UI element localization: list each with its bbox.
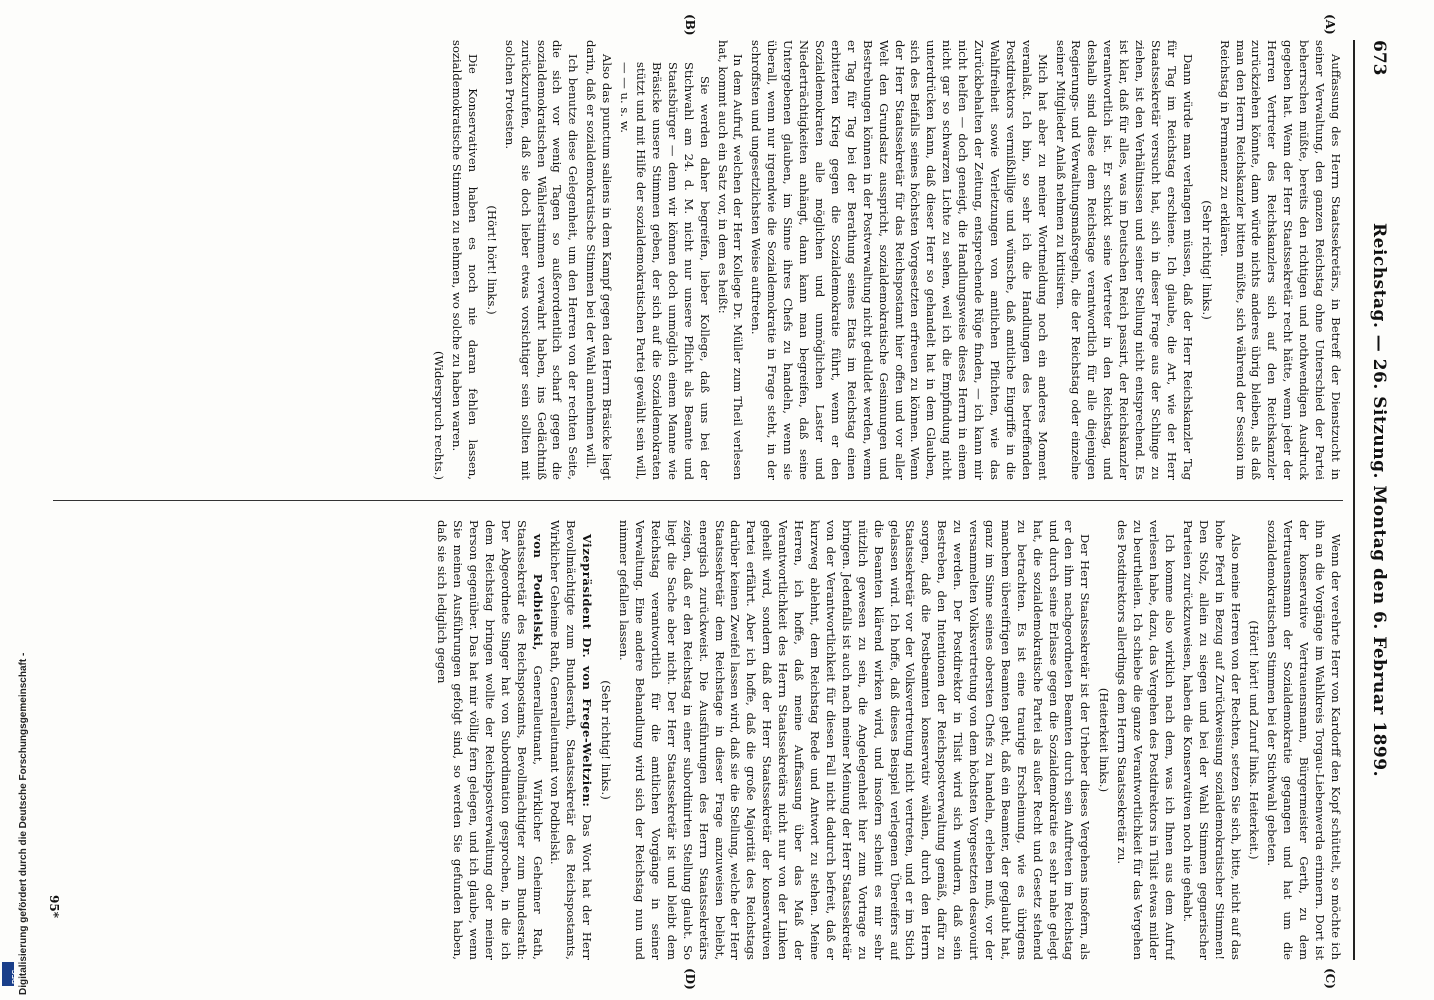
speaker-text: Generalleutnant, Wirklicher Geheimer Rath, Staatssekretär des Reichspostamts, Bevollmächtigter zum Bundesrath: Der Abgeordnete Singer hat von Subordination gesprochen, in die ich dem Reichstag bringen wollte der Reichspostverwaltung oder meiner Person gegenüber. Das hat mir völlig fern gelegen, und ich glaube, wenn Sie meinen Ausführungen gefolgt sind, so werden Sie gefunden haben, daß sie sich lediglich gegen [435,520,545,960]
paragraph: Auffassung des Herrn Staatssekretärs, in Betreff der Dienstzucht in seiner Verwaltung, den ganzen Reichstag ohne Unterschied der Partei beherrschen müßte, bereits den richtigen und nothwendigen Ausdruck gegeben hat. Wenn der Herr Staatssekretär recht hätte, wenn jeder der Herren Vertreter des Reichskanzlers sich auf den Reichskanzler zurückziehen könnte, dann würde nichts anderes übrig bleiben, als daß man den Herrn Reichskanzler bitten müßte, sich während der Session im Reichstag in Permanenz zu erklären. [1217,40,1343,480]
quoted-passage: Sie werden daher begreifen, lieber Kollege, daß uns bei der Stichwahl am 24. d. M. nicht nur unsere Pflicht als Beamte und Staatsbürger — denn wir können doch unmöglich einem Manne wie Bräsicke unsere Stimmen geben, der sich auf die Sozialdemokraten stützt und mit Hilfe der sozialdemokratischen Partei gewählt sein will, — — u. s. w. [618,62,712,480]
paragraph: Die Konservativen haben es noch nie daran fehlen lassen, sozialdemokratische Stimmen zu nehmen, wo solche zu haben waren. [450,40,480,480]
paragraph: Der Herr Staatssekretär ist der Urheber dieses Vergehens insofern, als er den ihm nachgeordneten Beamten durch sein Auftreten im Reichstag und durch seine Erlasse gegen die Sozialdemokratie es sehr nahe gelegt hat, die sozialdemokratische Partei als außer Recht und Gesetz stehend zu betrachten. Es ist eine traurige Erscheinung, wie es übrigens manchem übereifrigen Beamten geht, daß ein Beamter, der geglaubt hat, ganz im Sinne seines obersten Chefs zu handeln, erleben muß, vor der versammelten Volksvertretung von dem höchsten Vorgesetzten desavouirt zu werden. Der Postdirektor in Tilsit wird sich wundern, daß sein Bestreben, den Intentionen der Reichspostverwaltung gemäß, dafür zu sorgen, daß die Postbeamten konservativ wählen, durch den Herrn Staatssekretär vor der Volksvertretung nicht vertreten, und er im Stich gelassen wird. Ich hoffe, daß dieses Beispiel verlegenen Übereifers auf die Beamten klärend wirken wird, und insofern scheint es mir sehr nützlich gewesen zu sein, die Angelegenheit hier zum Vortrage zu bringen. Jedenfalls ist auch nach meiner Meinung der Herr Staatssekretär von der Verantwortlichkeit für diesen Fall nicht dadurch befreit, daß er kurzweg ablehnt, dem Reichstag Rede und Antwort zu stehen. Meine Herren, ich hoffe, daß meine Auffassung über das Maß der Verantwortlichkeit des Herrn Staatssekretärs nicht nur von der Linken geheilt wird, sondern daß der Herr Staatssekretär der konservativen Partei erfährt. Aber ich hoffe, daß die große Majorität des Reichstags darüber keinen Zweifel lassen wird, daß sie die Stellung, welche der Herr Staatssekretär dem Reichstage in dieser Frage anzuweisen beliebt, energisch zurückweist. Die Ausführungen des Herrn Staatssekretärs zeigen, daß er den Reichstag in einer subordinirten Stellung glaubt. So liegt die Sache aber nicht. Der Herr Staatssekretär ist und bleibt dem Reichstag verantwortlich für die amtlichen Vorgänge in seiner Verwaltung. Eine andere Behandlung wird sich der Reichstag nun und nimmer gefallen lassen. [617,520,1093,960]
funding-sidebar [4,605,29,995]
margin-mark-a: (A) [1323,14,1337,35]
text-column-right [53,520,1343,960]
text-column-left [53,40,1343,480]
dfg-logo-icon [2,962,19,986]
paragraph: Mich hat aber zu meiner Wortmeldung noch ein anderes Moment veranlaßt. Ich bin, so sehr ich die Handlungen des betreffenden Postdirektors vermißbillige und wünsche, daß amtliche Eingriffe in die Wahlfreiheit sowie Verletzungen von amtlichen Pflichten, wie das Zurückbehalten der Zeitung, entsprechende Rüge finden, — ich kann mir nicht helfen — doch geneigt, die Handlungsweise dieses Herrn in einem nicht gar so schwarzen Lichte zu sehen, weil ich die Empfindung nicht unterdrücken kann, daß dieser Herr so gehandelt hat in dem Glauben, sich des Beifalls seines höchsten Vorgesetzten erfreuen zu können. Wenn der Herr Staatssekretär für das Reichspostamt hier offen und vor aller Welt den Grundsatz ausspricht, sozialdemokratische Gesinnungen und Bestrebungen können in der Postverwaltung nicht geduldet werden, wenn er Tag für Tag bei der Berathung seines Etats im Reichstag einen erbitterten Krieg gegen die Sozialdemokratie führt, wenn er den Sozialdemokraten alle möglichen und unmöglichen Laster und Niederträchtigkeiten anhängt, dann kann man begreifen, daß seine Untergebenen glauben, im Sinne ihres Chefs zu handeln, wenn sie überall, wenn nur irgendwie die Sozialdemokratie in Frage steht, in der schroffsten und ungesetzlichsten Weise auftreten. [749,40,1050,480]
margin-mark-c: (C) [1323,968,1337,989]
page-header [1349,40,1397,960]
speaker-name: von Podbielski, [530,534,545,651]
paragraph: Also das punctum saliens in dem Kampf gegen den Herrn Bräsicke liegt darin, daß er sozialdemokratische Stimmen bei der Wahl annehmen will. [584,40,615,480]
paragraph: Wenn der verehrte Herr von Kardorff den Kopf schüttelt, so möchte ich ihn an die Vorgänge im Wahlkreis Torgau-Liebenwerda erinnern. Dort ist der konservative Vertrauensmann, Bürgermeister Gerth, zu dem Vertrauensmann der Sozialdemokratie gegangen und hat um die sozialdemokratischen Stimmen bei der Stichwahl gebeten. [1265,520,1343,960]
interjection: (Sehr richtig! links.) [1199,200,1214,320]
interjection: (Sehr richtig! links.) [599,680,614,800]
speaker-text: Das Wort hat der Herr Bevollmächtigte zum Bundesrath, Staatssekretär des Reichspostamts, Wirklicher Geheime Rath, Generalleutnant von Podbielski. [548,520,595,960]
interjection: (Hört! hört! links.) [484,205,499,315]
interjection: (Hört! hört! und Zuruf links. Heiterkeit.) [1247,620,1262,860]
header-rule [1353,40,1355,960]
speaker-name: Vizepräsident Dr. von Frege-Weltzien: [580,534,595,808]
header-title: Reichstag. — 26. Sitzung. Montag den 6. Februar 1899. [1369,223,1389,777]
interjection: (Widerspruch rechts.) [432,351,447,480]
funding-note: Digitalisierung gefördert durch die Deutsche Forschungsgemeinschaft - [18,652,29,995]
rotated-page-content [37,0,1397,1000]
paragraph: In dem Aufruf, welchen der Herr Kollege Dr. Müller zum Theil verlesen hat, kommt auch ein Satz vor, in dem es heißt: [715,40,746,480]
speaker-paragraph [547,520,595,960]
paragraph: Ich benutze diese Gelegenheit, um den Herren von der rechten Seite, die sich vor wenig Tagen so außerordentlich scharf gegen die sozialdemokratischen Wählerstimmen verwahrt haben, ins Gedächtniß zurückzurufen, daß sie doch lieber etwas vorsichtiger sein sollten mit solchen Protesten. [502,40,581,480]
interjection: (Heiterkeit links.) [1097,687,1112,793]
paragraph: Also meine Herren von der Rechten, setzen Sie sich, bitte, nicht auf das hohe Pferd in Bezug auf Zurückweisung sozialdemokratischer Stimmen! Den Stolz, allein zu siegen und bei der Wahl Stimmen gegnerischer Parteien zurückzuweisen, haben die Konservativen noch nie gehabt. [1180,520,1243,960]
speaker-paragraph [433,520,544,960]
column-divider [53,500,1343,501]
dfg-logo-text: DFG [12,969,19,984]
page-number: 673 [1369,40,1389,76]
paragraph: Ich komme also wirklich nach dem, was ich Ihnen aus dem Aufruf verlesen habe, dazu, das Vergehen des Postdirektors in Tilsit etwas milder zu beurtheilen. Ich schiebe die ganze Verantwortlichkeit für das Vergehen des Postdirektors allerdings dem Herrn Staatssekretär zu. [1115,520,1177,960]
paragraph: Dann würde man verlangen müssen, daß der Herr Reichskanzler Tag für Tag im Reichstag erschiene. Ich glaube, die Art, wie der Herr Staatssekretär versucht hat, sich in dieser Frage aus der Schlinge zu ziehen, ist den Verhältnissen und seiner Stellung nicht entsprechend. Es ist klar, daß für alles, was im Deutschen Reich passirt, der Reichskanzler verantwortlich ist. Er schickt seine Vertreter in den Reichstag, und deshalb sind diese dem Reichstage verantwortlich für alle diejenigen Regierungs- und Verwaltungsmaßregeln, die der Reichstag oder einzelne seiner Mitglieder Anlaß nehmen zu kritisiren. [1053,40,1195,480]
margin-mark-d: (D) [683,968,697,990]
signature-mark: 95* [47,895,61,918]
margin-mark-b: (B) [683,14,697,36]
